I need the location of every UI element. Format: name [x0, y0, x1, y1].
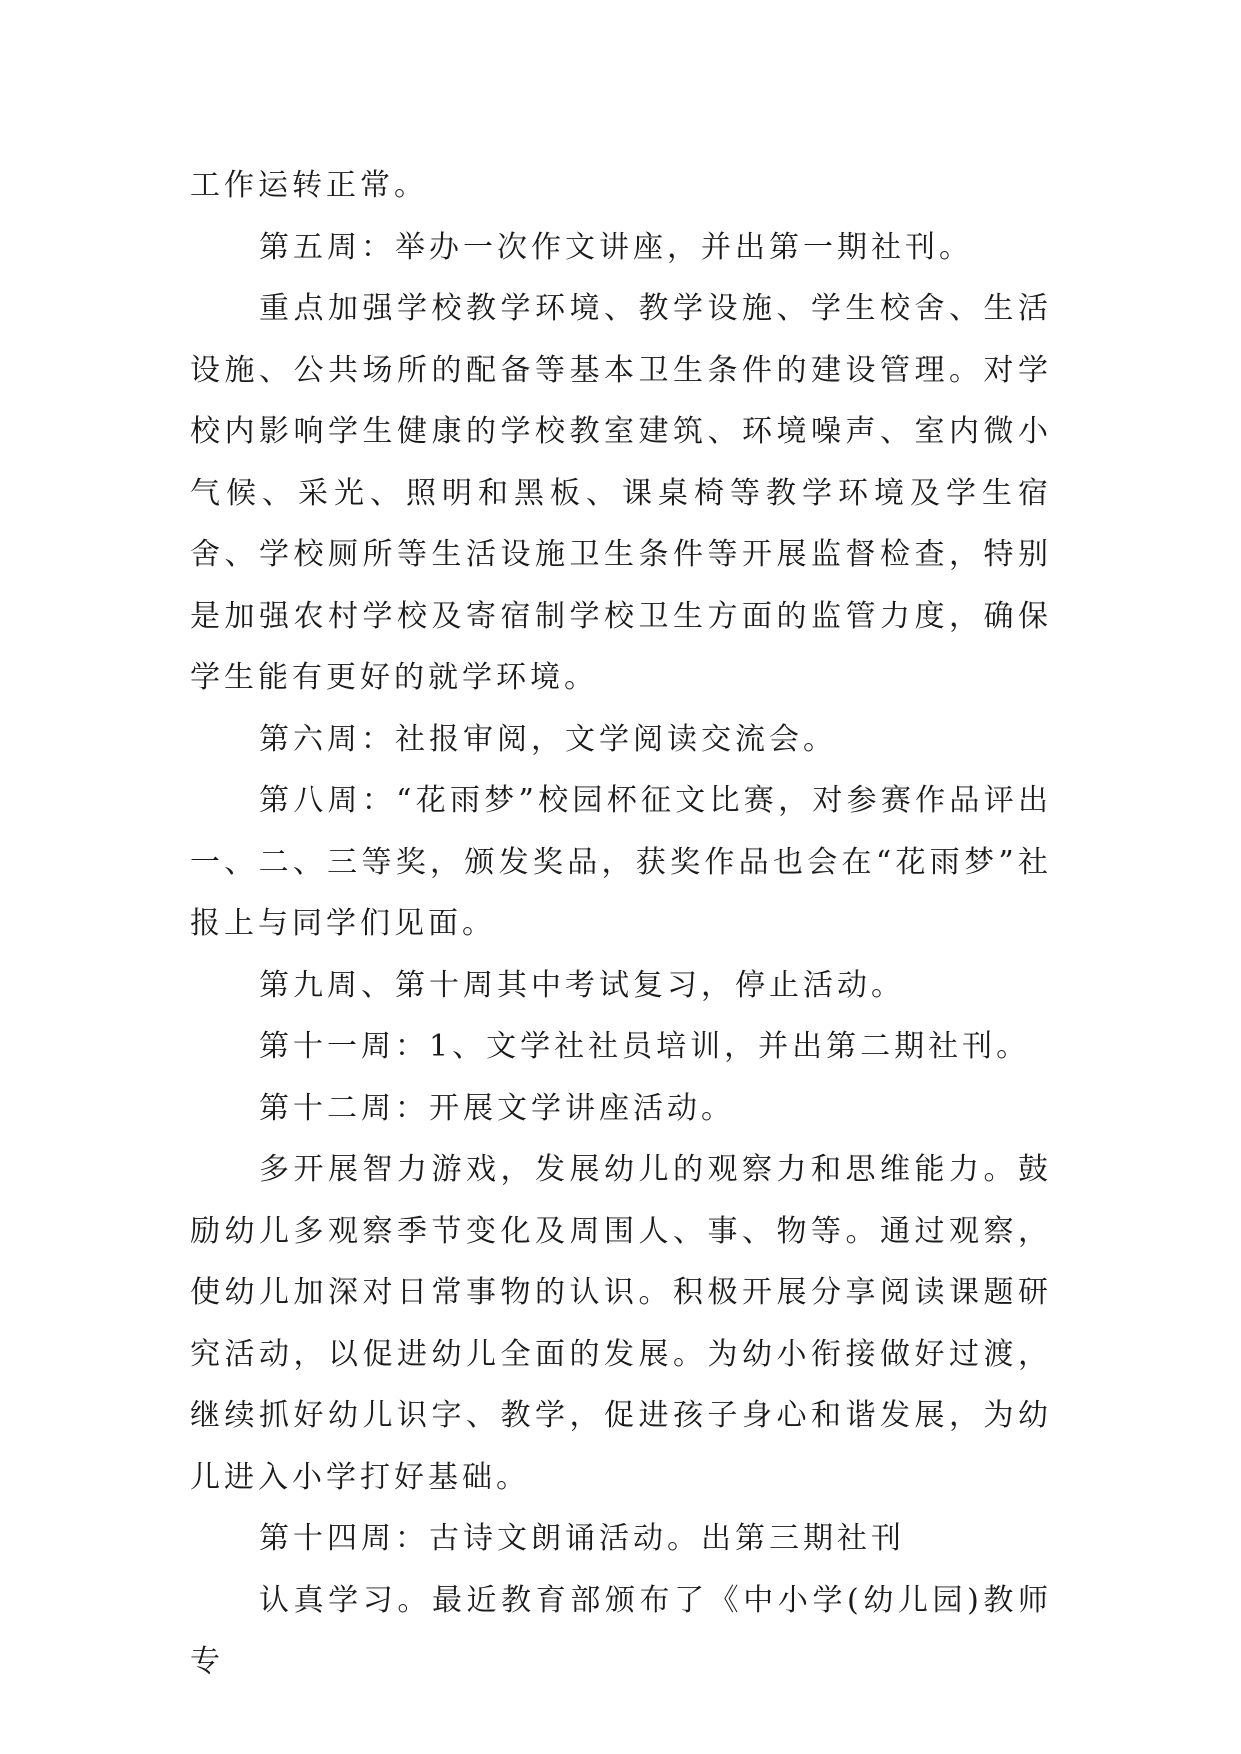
paragraph-11: 认真学习。最近教育部颁布了《中小学(幼儿园)教师专 [190, 1582, 1052, 1679]
paragraph-2: 第五周：举办一次作文讲座，并出第一期社刊。 [259, 229, 973, 265]
paragraph-9: 多开展智力游戏，发展幼儿的观察力和思维能力。鼓励幼儿多观察季节变化及周围人、事、物等。通过观察，使幼儿加深对日常事物的认识。积极开展分享阅读课题研究活动，以促进幼儿全面的发展。为幼小衔接做好过渡，继续抓好幼儿识字、教学，促进孩子身心和谐发展，为幼儿进入小学打好基础。 [190, 1152, 1052, 1495]
document-body [190, 155, 1052, 1693]
paragraph-3: 重点加强学校教学环境、教学设施、学生校舍、生活设施、公共场所的配备等基本卫生条件的建设管理。对学校内影响学生健康的学校教室建筑、环境噪声、室内微小气候、采光、照明和黑板、课桌椅等教学环境及学生宿舍、学校厕所等生活设施卫生条件等开展监督检查，特别是加强农村学校及寄宿制学校卫生方面的监管力度，确保学生能有更好的就学环境。 [190, 291, 1052, 695]
paragraph-5: 第八周：“花雨梦”校园杯征文比赛，对参赛作品评出一、二、三等奖，颁发奖品，获奖作品也会在“花雨梦”社报上与同学们见面。 [190, 783, 1052, 941]
paragraph-10: 第十四周：古诗文朗诵活动。出第三期社刊 [259, 1521, 905, 1556]
paragraph-7: 第十一周：1、文学社社员培训，并出第二期社刊。 [259, 1029, 1031, 1064]
paragraph-6: 第九周、第十周其中考试复习，停止活动。 [259, 967, 905, 1003]
paragraph-8: 第十二周：开展文学讲座活动。 [259, 1090, 735, 1126]
paragraph-4: 第六周：社报审阅，文学阅读交流会。 [259, 721, 837, 757]
paragraph-1: 工作运转正常。 [190, 168, 428, 203]
